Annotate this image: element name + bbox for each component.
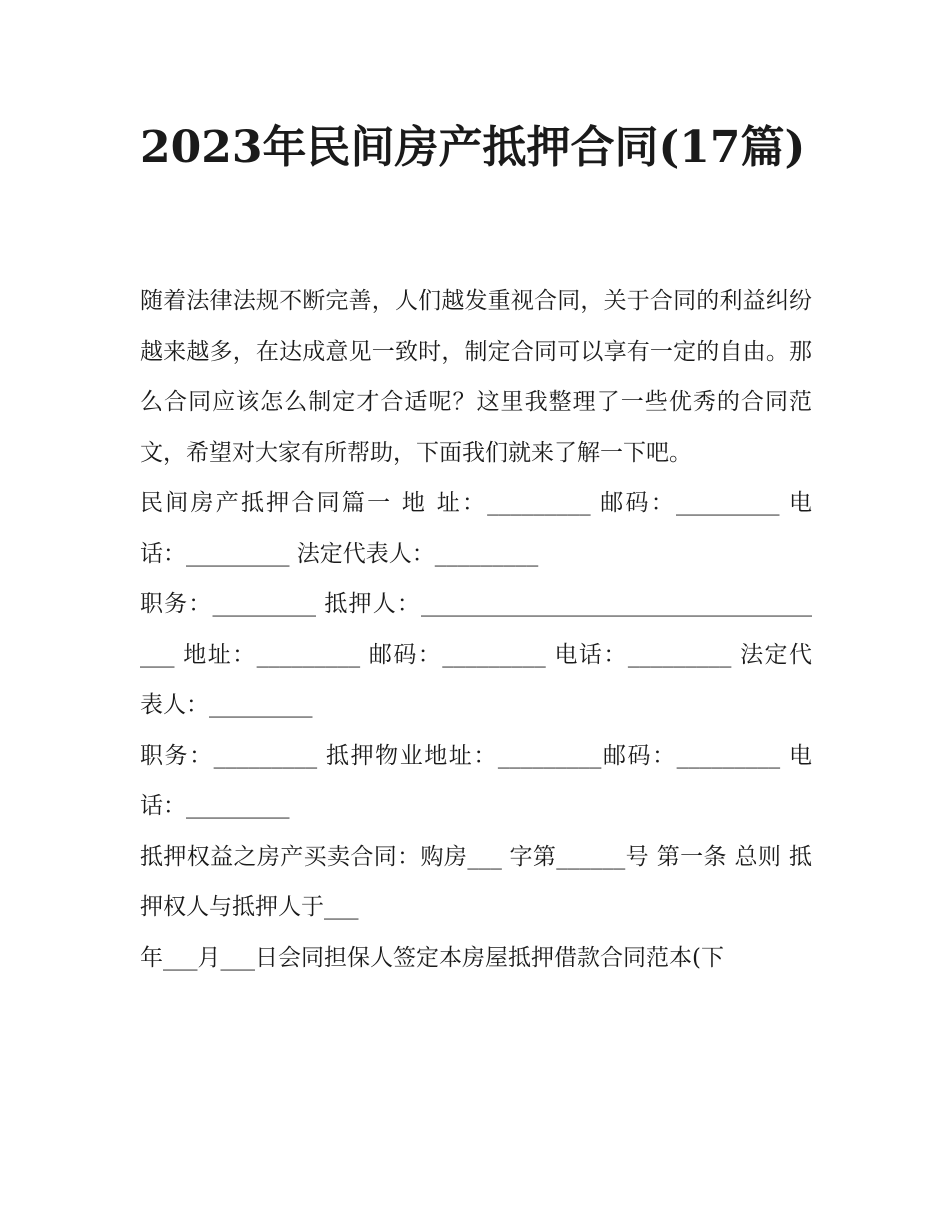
contract-header-paragraph: 民间房产抵押合同篇一 地 址：_________ 邮码：_________ 电话：_________ 法定代表人：_________ — [140, 490, 812, 567]
purchase-contract-paragraph: 抵押权益之房产买卖合同：购房___ 字第______号 第一条 总则 抵押权人与抵押人于___ — [140, 843, 812, 920]
property-address-paragraph: 职务：_________ 抵押物业地址：_________邮码：_________ 电话：_________ — [140, 742, 812, 819]
intro-paragraph: 随着法律法规不断完善，人们越发重视合同，关于合同的利益纠纷越来越多，在达成意见一致时，制定合同可以享有一定的自由。那么合同应该怎么制定才合适呢？这里我整理了一些优秀的合同范文，希望对大家有所帮助，下面我们就来了解一下吧。 — [140, 288, 812, 466]
document-body — [140, 276, 812, 983]
mortgagor-info-paragraph: 职务：_________ 抵押人：_____________________________________ 地址：_________ 邮码：_________ 电话：_________ 法定代表人：_________ — [140, 591, 812, 718]
signing-date-paragraph: 年___月___日会同担保人签定本房屋抵押借款合同范本(下 — [140, 944, 724, 971]
document-title: 2023年民间房产抵押合同(17篇) — [140, 122, 806, 173]
